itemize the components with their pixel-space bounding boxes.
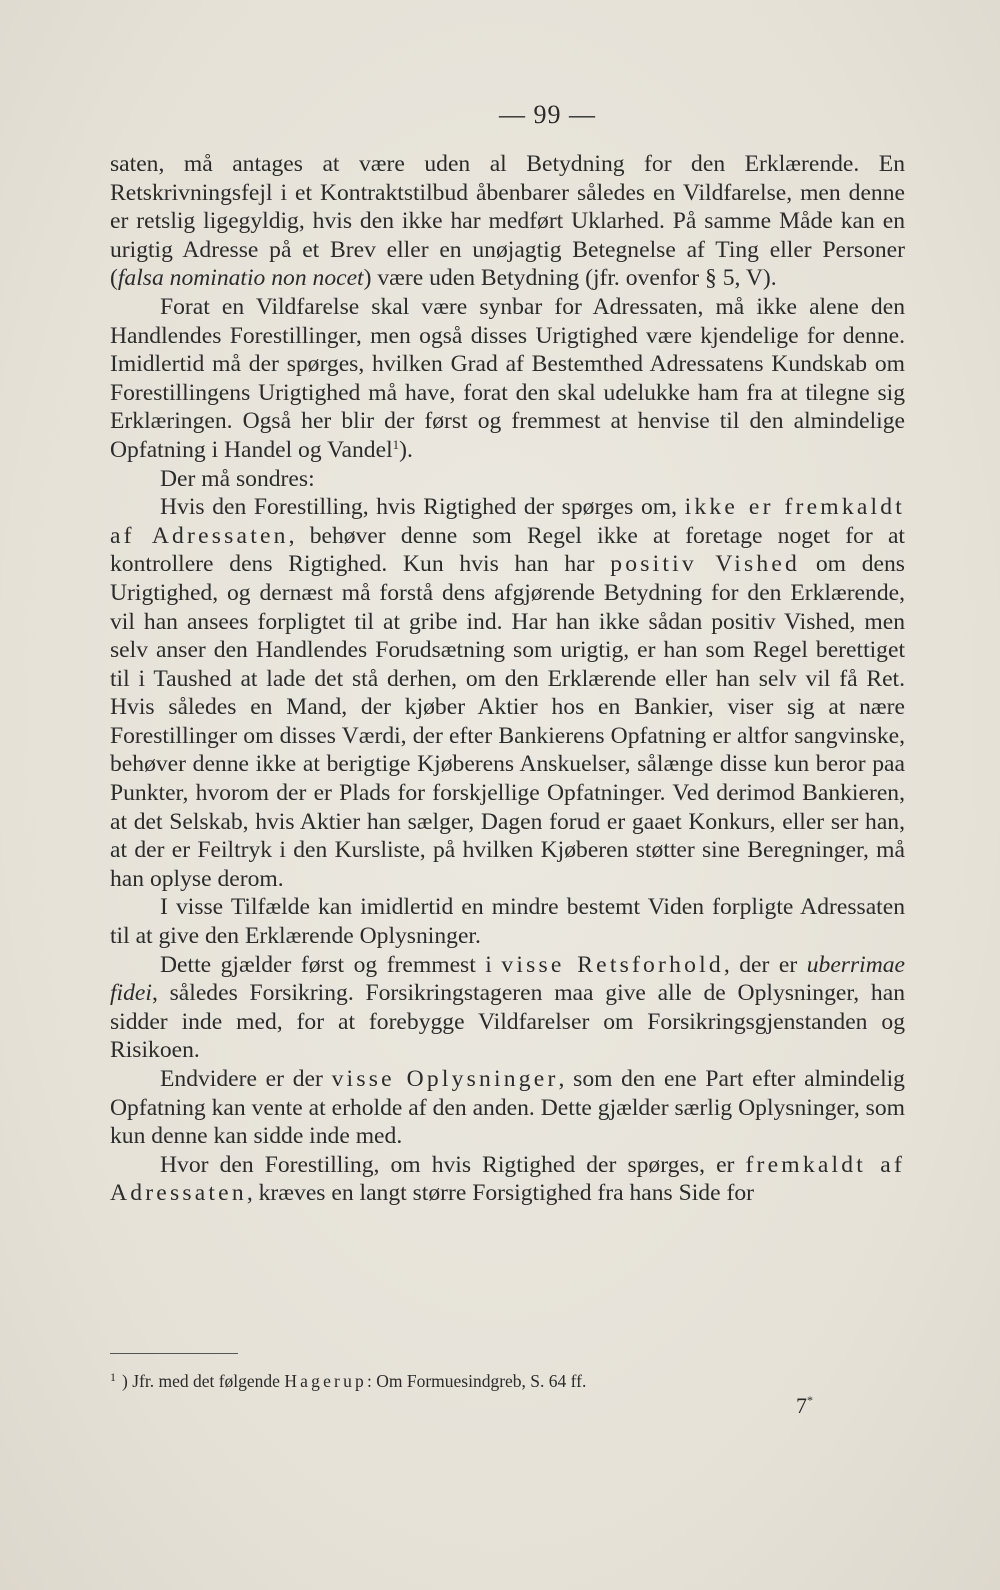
- text-run: , behøver denne som Regel ikke at foretage noget for at kontrollere dens Rigtighed. Kun hvis han har: [110, 522, 905, 578]
- text-run: Forat en Vildfarelse skal være synbar for Adressaten, må ikke alene den Handlendes Forestillinger, men også disses Urigtighed være kjendelige for denne. Imidlertid må der spørges, hvilken Grad af Bestemthed Adressatens Kundskab om Forestillingens Urigtighed må have, forat den skal udelukke ham fra at tilegne sig Erklæringen. Også her blir der først og fremmest at henvise til den almindelige Opfatning i Handel og Vandel: [110, 293, 905, 463]
- page-number: [0, 100, 1000, 130]
- footnote-reference: 1: [392, 436, 400, 452]
- text-run: , der er: [723, 951, 807, 978]
- page-number-text: — 99 —: [499, 100, 596, 129]
- text-run: Endvidere er der: [160, 1066, 332, 1092]
- text-run: Hvor den Forestilling, om hvis Rigtighed der spørges, er: [160, 1151, 746, 1178]
- italic-phrase: uberrimae fidei: [110, 951, 906, 1007]
- text-run: , som den ene Part efter almindelig Opfatning kan vente at erholde af den anden. Dette gjælder særlig Oplysninger, som kun denne kan sidde inde med.: [110, 1066, 905, 1150]
- text-run: I visse Tilfælde kan imidlertid en mindre bestemt Viden forpligte Adressaten til at give den Erklærende Oplysninger.: [110, 894, 905, 950]
- footnote-text-after: : Om Formuesindgreb, S. 64 ff.: [366, 1371, 587, 1391]
- paragraph: [110, 951, 905, 1065]
- italic-phrase: falsa nominatio non nocet: [117, 265, 364, 292]
- text-run: , kræves en langt større Forsigtighed fra hans Side for: [246, 1180, 754, 1207]
- text-run: Hvis den Forestilling, hvis Rigtighed der spørges om,: [160, 494, 685, 521]
- paragraph: [110, 150, 905, 293]
- paragraph: [110, 1151, 905, 1208]
- paragraph: [110, 493, 905, 893]
- footnote-mark-close: ): [122, 1371, 128, 1391]
- footnote: [110, 1365, 810, 1393]
- paragraph: [110, 893, 905, 950]
- spaced-emphasis: ikke er fremkaldt af Adressaten: [110, 494, 905, 549]
- spaced-emphasis: visse Oplysninger: [331, 1066, 559, 1092]
- signature-mark: [796, 1393, 813, 1419]
- text-run: Der må sondres:: [160, 465, 315, 492]
- footnote-rule: [110, 1353, 238, 1354]
- paragraph: [110, 293, 905, 465]
- footnote-author: Hagerup: [284, 1371, 367, 1391]
- signature-asterisk: *: [807, 1393, 813, 1407]
- footnote-text-before: Jfr. med det følgende: [127, 1371, 285, 1391]
- signature-number: 7: [796, 1393, 807, 1418]
- paragraph: [110, 465, 905, 494]
- text-run: ).: [399, 436, 413, 463]
- spaced-emphasis: positiv Vished: [610, 551, 801, 578]
- spaced-emphasis: fremkaldt af Adressaten: [110, 1151, 906, 1207]
- text-run: om dens Urigtighed, og dernæst må forstå dens afgjørende Betydning for den Erklærende, vil han ansees forpligtet til at gribe ind. Har han ikke sådan positiv Vished, men selv anser den Handlendes Forudsætning som urigtig, er han som Regel berettiget til i Taushed at lade det stå derhen, om den Erklærende eller han selv vil få Ret. Hvis således en Mand, der kjøber Aktier hos en Bankier, viser sig at nære Forestillinger om disses Værdi, der efter Bankierens Opfatning er altfor sangvinske, behøver denne ikke at berigtige Kjøberens Anskuelser, sålænge disse kun beror paa Punkter, hvorom der er Plads for forskjellige Opfatninger. Ved derimod Bankieren, at det Selskab, hvis Aktier han sælger, Dagen forud er gaaet Konkurs, eller ser han, at der er Feiltryk i den Kursliste, på hvilken Kjøberen støtter sine Beregninger, må han oplyse derom.: [110, 551, 905, 892]
- footnote-mark: 1: [110, 1370, 116, 1384]
- text-run: Dette gjælder først og fremmest i: [160, 951, 502, 978]
- paragraph: [110, 1065, 905, 1151]
- text-run: , således Forsikring. Forsikringstageren maa give alle de Oplysninger, han sidder inde med, for at forebygge Vildfarelser om Forsikringsgjenstanden og Risikoen.: [110, 980, 905, 1064]
- text-run: ) være uden Betydning (jfr. ovenfor § 5, V).: [363, 265, 777, 292]
- body-text: [110, 150, 905, 1208]
- spaced-emphasis: visse Retsforhold: [501, 951, 724, 978]
- text-run: saten, må antages at være uden al Betydning for den Erklærende. En Retskrivningsfejl i et Kontraktstilbud åbenbarer således en Vildfarelse, men denne er retslig ligegyldig, hvis den ikke har medført Uklarhed. På samme Måde kan en urigtig Adresse på et Brev eller en unøjagtig Betegnelse af Ting eller Personer (: [110, 151, 905, 292]
